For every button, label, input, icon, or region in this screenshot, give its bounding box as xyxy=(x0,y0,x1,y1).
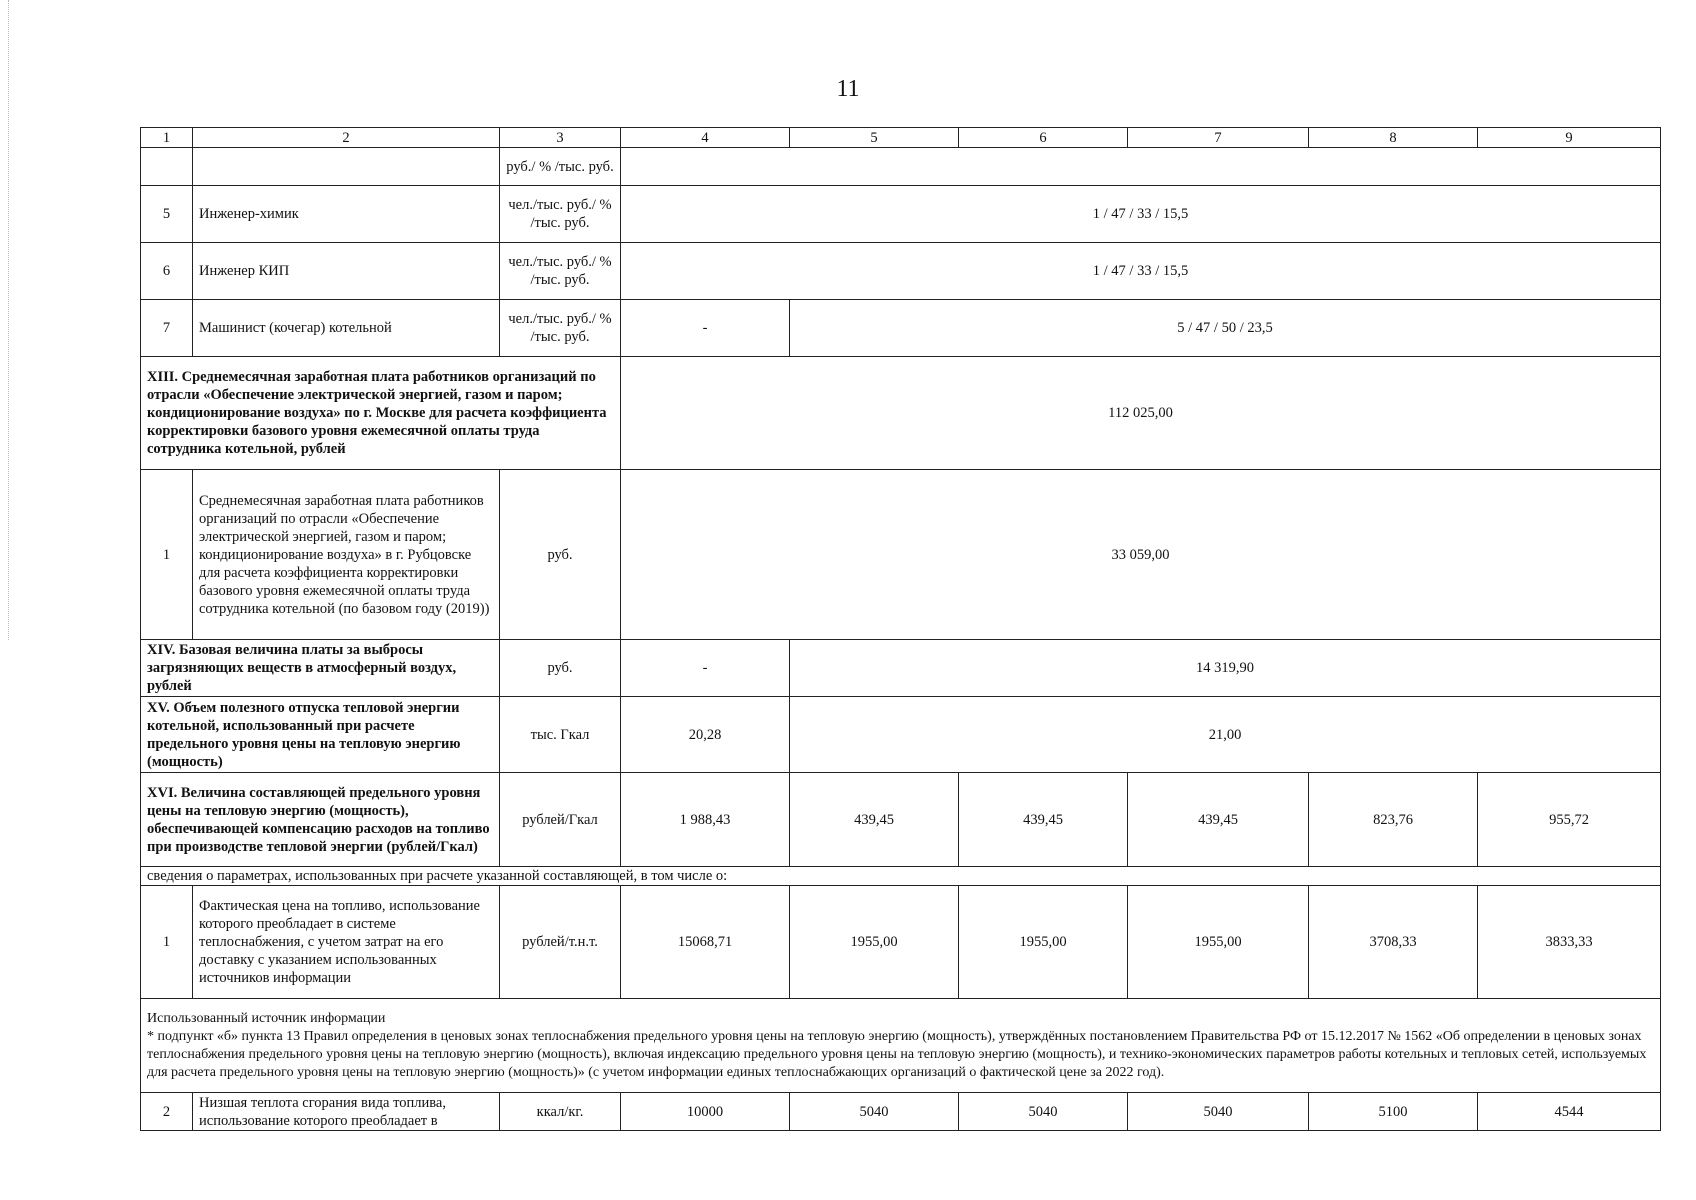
table-row-engineer-chemist xyxy=(141,186,1661,243)
section-row-xiii xyxy=(141,357,1661,470)
col-header-1: 1 xyxy=(141,128,193,148)
page-number: 11 xyxy=(836,76,860,102)
section-row-xv xyxy=(141,697,1661,773)
value-col5: 5040 xyxy=(790,1093,959,1131)
col-header-2: 2 xyxy=(193,128,500,148)
row-num-cell: 1 xyxy=(141,470,193,640)
source-label: Использованный источник информации xyxy=(147,1010,386,1026)
section-title-xvi: XVI. Величина составляющей предельного уровня цены на тепловую энергию (мощность), обеспечивающей компенсацию расходов на топливо при производстве тепловой энергии (рублей/Гкал) xyxy=(141,773,500,867)
value-col6: 5040 xyxy=(959,1093,1128,1131)
value-col6: 1955,00 xyxy=(959,886,1128,999)
value-col8: 3708,33 xyxy=(1309,886,1478,999)
info-line-row xyxy=(141,867,1661,886)
value-col4: 1 988,43 xyxy=(621,773,790,867)
row-name-cell: Машинист (кочегар) котельной xyxy=(193,300,500,357)
unit-cell: ккал/кг. xyxy=(500,1093,621,1131)
value-col4: 10000 xyxy=(621,1093,790,1131)
tariff-table xyxy=(140,127,1661,1131)
value-cell: 5 / 47 / 50 / 23,5 xyxy=(790,300,1661,357)
table-row-rubtsovsk-salary xyxy=(141,470,1661,640)
table-row-calorific-value xyxy=(141,1093,1661,1131)
unit-cell: чел./тыс. руб./ % /тыс. руб. xyxy=(500,243,621,300)
value-cell: 1 / 47 / 33 / 15,5 xyxy=(621,243,1661,300)
source-note-cell xyxy=(141,999,1661,1093)
section-row-xvi xyxy=(141,773,1661,867)
col4-cell: 20,28 xyxy=(621,697,790,773)
column-header-row xyxy=(141,128,1661,148)
row-name-cell: Инженер-химик xyxy=(193,186,500,243)
section-row-xiv xyxy=(141,640,1661,697)
row-num-cell: 7 xyxy=(141,300,193,357)
section-title-xiii: XIII. Среднемесячная заработная плата работников организаций по отрасли «Обеспечение электрической энергией, газом и паром; кондиционирование воздуха» по г. Москве для расчета коэффициента корректировки базового уровня ежемесячной оплаты труда сотрудника котельной, рублей xyxy=(141,357,621,470)
col4-cell: - xyxy=(621,300,790,357)
value-col9: 955,72 xyxy=(1478,773,1661,867)
row-name-cell: Среднемесячная заработная плата работников организаций по отрасли «Обеспечение электрической энергией, газом и паром; кондиционирование воздуха» в г. Рубцовске для расчета коэффициента корректировки базового уровня ежемесячной оплаты труда сотрудника котельной (по базовом году (2019)) xyxy=(193,470,500,640)
table-row-stoker xyxy=(141,300,1661,357)
row-name-cell: Фактическая цена на топливо, использование которого преобладает в системе теплоснабжения, с учетом затрат на его доставку с указанием использованных источников информации xyxy=(193,886,500,999)
value-cell xyxy=(621,148,1661,186)
col-header-9: 9 xyxy=(1478,128,1661,148)
col-header-5: 5 xyxy=(790,128,959,148)
unit-cell: руб. xyxy=(500,640,621,697)
col-header-8: 8 xyxy=(1309,128,1478,148)
table-row-continuation xyxy=(141,148,1661,186)
unit-cell: чел./тыс. руб./ % /тыс. руб. xyxy=(500,300,621,357)
value-col8: 823,76 xyxy=(1309,773,1478,867)
source-text: * подпункт «б» пункта 13 Правил определения в ценовых зонах теплоснабжения предельного уровня цены на тепловую энергию (мощность), утверждённых постановлением Правительства РФ от 15.12.2017 № 1562 «Об определении в ценовых зонах теплоснабжения предельного уровня цены на тепловую энергию (мощность), включая индексацию предельного уровня цены на тепловую энергию (мощность), и технико-экономических параметров работы котельных и тепловых сетей, используемых для расчета предельного уровня цены на тепловую энергию (мощность)» (с учетом информации единых теплоснабжающих организаций о фактической цене за 2022 год). xyxy=(147,1028,1647,1080)
unit-cell: рублей/Гкал xyxy=(500,773,621,867)
table-row-fuel-price xyxy=(141,886,1661,999)
source-note-row xyxy=(141,999,1661,1093)
value-cell: 1 / 47 / 33 / 15,5 xyxy=(621,186,1661,243)
value-col8: 5100 xyxy=(1309,1093,1478,1131)
unit-cell: руб. xyxy=(500,470,621,640)
value-col7: 439,45 xyxy=(1128,773,1309,867)
row-num-cell: 2 xyxy=(141,1093,193,1131)
unit-cell: тыс. Гкал xyxy=(500,697,621,773)
value-col7: 5040 xyxy=(1128,1093,1309,1131)
row-num-cell xyxy=(141,148,193,186)
info-line: сведения о параметрах, использованных при расчете указанной составляющей, в том числе о: xyxy=(141,867,1661,886)
value-col9: 3833,33 xyxy=(1478,886,1661,999)
col4-cell: - xyxy=(621,640,790,697)
row-num-cell: 1 xyxy=(141,886,193,999)
unit-cell: руб./ % /тыс. руб. xyxy=(500,148,621,186)
row-name-cell xyxy=(193,148,500,186)
row-num-cell: 5 xyxy=(141,186,193,243)
value-col5: 1955,00 xyxy=(790,886,959,999)
value-cell: 14 319,90 xyxy=(790,640,1661,697)
value-cell: 21,00 xyxy=(790,697,1661,773)
table-row-engineer-kip xyxy=(141,243,1661,300)
value-col9: 4544 xyxy=(1478,1093,1661,1131)
col-header-4: 4 xyxy=(621,128,790,148)
value-cell: 112 025,00 xyxy=(621,357,1661,470)
col-header-6: 6 xyxy=(959,128,1128,148)
value-cell: 33 059,00 xyxy=(621,470,1661,640)
col-header-7: 7 xyxy=(1128,128,1309,148)
value-col5: 439,45 xyxy=(790,773,959,867)
value-col4: 15068,71 xyxy=(621,886,790,999)
col-header-3: 3 xyxy=(500,128,621,148)
unit-cell: чел./тыс. руб./ % /тыс. руб. xyxy=(500,186,621,243)
row-num-cell: 6 xyxy=(141,243,193,300)
value-col7: 1955,00 xyxy=(1128,886,1309,999)
row-name-cell: Низшая теплота сгорания вида топлива, использование которого преобладает в xyxy=(193,1093,500,1131)
unit-cell: рублей/т.н.т. xyxy=(500,886,621,999)
value-col6: 439,45 xyxy=(959,773,1128,867)
row-name-cell: Инженер КИП xyxy=(193,243,500,300)
section-title-xv: XV. Объем полезного отпуска тепловой энергии котельной, использованный при расчете предельного уровня цены на тепловую энергию (мощность) xyxy=(141,697,500,773)
section-title-xiv: XIV. Базовая величина платы за выбросы загрязняющих веществ в атмосферный воздух, рублей xyxy=(141,640,500,697)
